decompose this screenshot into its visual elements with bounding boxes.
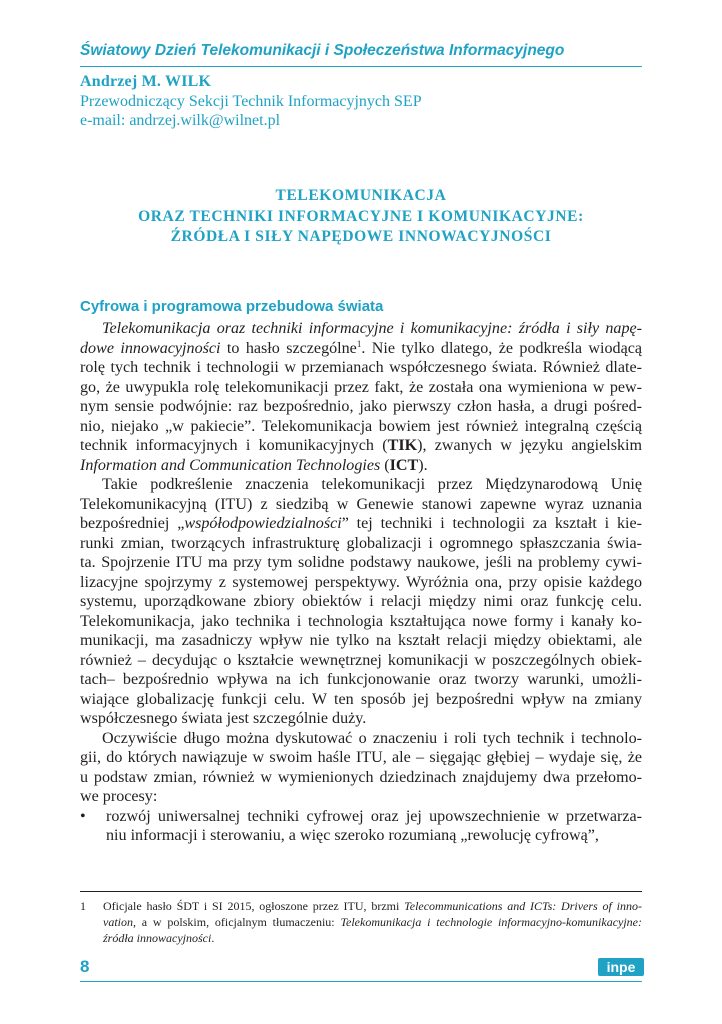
text-span: ), zwanych w języku angielskim bbox=[417, 437, 642, 454]
running-header: Światowy Dzień Telekomunikacji i Społeczeństwa Informacyjnego bbox=[80, 42, 565, 59]
paragraph-2-line: tach– bezpośrednio wpływa na ich funkcjonowanie oraz tworzy warunki, umożli- bbox=[80, 671, 642, 688]
title-line-3: ŹRÓDŁA I SIŁY NAPĘDOWE INNOWACYJNOŚCI bbox=[170, 228, 552, 245]
text-span: Telecommunications and ICTs: Drivers of inno- bbox=[404, 899, 642, 913]
text-span: technik informacyjnych i komunikacyjnych ( bbox=[80, 437, 388, 454]
author-block bbox=[80, 72, 640, 131]
footnote bbox=[80, 898, 642, 946]
paragraph-2-line: również – decydując o kształcie wewnętrznej komunikacji w poszczególnych obiek- bbox=[80, 651, 642, 669]
footnote-number: 1 bbox=[80, 899, 86, 913]
bullet-item bbox=[80, 807, 642, 827]
paragraph-2-line: systemu, uporządkowane zbiory obiektów i relacji między nimi oraz funkcję celu. bbox=[80, 593, 642, 610]
paragraph-2-line: lizacyjne spojrzymy z systemowej perspektywy. Wyróżnia ona, przy opisie każdego bbox=[80, 573, 642, 591]
text-span: ( bbox=[380, 456, 390, 474]
text-span: współodpowiedzialności bbox=[184, 515, 342, 532]
text-span: Telekomunikacja oraz techniki informacyjne i komunikacyjne: źródła i siły napę- bbox=[102, 320, 642, 337]
text-span: Information and Communication Technologies bbox=[80, 456, 381, 474]
page-number: 8 bbox=[80, 957, 90, 976]
paragraph-1-line bbox=[80, 436, 642, 456]
footnote-line bbox=[103, 930, 642, 946]
text-span: ). bbox=[418, 456, 428, 474]
footnote-ref[interactable]: 1 bbox=[356, 338, 362, 349]
footer-divider bbox=[80, 981, 642, 982]
footnote-line bbox=[103, 914, 642, 930]
title-line-1: TELEKOMUNIKACJA bbox=[275, 187, 447, 204]
paragraph-2-line: wiające globalizację funkcji celu. W ten sposób jej bezpośredni wpływ na zmiany bbox=[80, 690, 642, 708]
footnote-divider bbox=[80, 891, 642, 892]
header-divider bbox=[80, 66, 642, 67]
paragraph-2-line: runki zmian, tworzących infrastrukturę globalizacji i ogromnego spłaszczania świa- bbox=[80, 534, 642, 552]
paragraph-1-line bbox=[80, 319, 642, 339]
paragraph-2-line: Takie podkreślenie znaczenia telekomunikacji przez Międzynarodową Unię bbox=[102, 476, 642, 493]
paragraph-1-line: nio, niejako „w pakiecie”. Telekomunikacja bowiem jest również integralną częścią bbox=[80, 417, 642, 435]
abbr-ict: ICT bbox=[389, 456, 419, 474]
author-name: Andrzej M. WILK bbox=[80, 73, 212, 90]
author-role: Przewodniczący Sekcji Technik Informacyjnych SEP bbox=[80, 92, 422, 110]
text-span: dowe innowacyjności bbox=[80, 339, 221, 357]
text-span: źródła innowacyjności bbox=[103, 931, 212, 945]
text-span: . Nie tylko dlatego, że podkreśla wiodącą bbox=[361, 339, 642, 357]
footnote-body bbox=[103, 898, 642, 946]
paragraph-3-line: Oczywiście długo można dyskutować o znaczeniu i roli tych technik i technolo- bbox=[102, 729, 642, 747]
paragraph-1-line: go, że uwypukla rolę telekomunikacji przez fakt, że została ona wymieniona w pew- bbox=[80, 378, 642, 396]
bullet-item: niu informacji i sterowaniu, a więc szeroko rozumianą „rewolucję cyfrową”, bbox=[106, 827, 599, 844]
text-span: , a w polskim, oficjalnym tłumaczeniu: bbox=[133, 915, 341, 929]
paragraph-2-line: Telekomunikacja, jako technika i technologia kształtująca nowe formy i kanały ko- bbox=[80, 612, 642, 630]
text-span: bezpośredniej „ bbox=[80, 515, 185, 532]
paragraph-2-line: ta. Spojrzenie ITU ma przy tym solidne podstawy naukowe, jeśli na problemy cywi- bbox=[80, 554, 642, 571]
text-span: ” tej techniki i technologii za kształt i kie- bbox=[341, 515, 642, 532]
article-title bbox=[80, 186, 642, 248]
text-span: rozwój uniwersalnej techniki cyfrowej oraz jej upowszechnienie w przetwarza- bbox=[106, 807, 642, 825]
title-line-2: ORAZ TECHNIKI INFORMACYJNE I KOMUNIKACYJNE: bbox=[138, 207, 584, 225]
paragraph-1-line bbox=[80, 339, 642, 359]
body-text bbox=[80, 319, 642, 846]
paragraph-2-line bbox=[80, 514, 642, 534]
paragraph-1-line bbox=[80, 456, 642, 476]
paragraph-2-line: munikacji, ma zasadniczy wpływ nie tylko na kształt relacji między obiektami, ale bbox=[80, 632, 642, 649]
paragraph-1-line: rolę tych technik i technologii w przemianach współczesnego świata. Również dlate- bbox=[80, 359, 642, 376]
paragraph-2-line: współczesnego świata jest szczególnie duży. bbox=[80, 710, 367, 727]
section-heading: Cyfrowa i programowa przebudowa świata bbox=[80, 298, 384, 315]
author-email: e-mail: andrzej.wilk@wilnet.pl bbox=[80, 112, 281, 129]
bullet-icon: • bbox=[80, 807, 86, 825]
text-span: to hasło szczególne bbox=[220, 339, 357, 357]
text-span: vation bbox=[103, 915, 133, 929]
footnote-line bbox=[103, 898, 642, 914]
paragraph-3-line: u podstaw zmian, również w wymienionych dziedzinach znajdujemy dwa przełomo- bbox=[80, 768, 642, 786]
publisher-logo-text: inpe bbox=[606, 959, 636, 975]
text-span: . bbox=[211, 931, 215, 945]
text-span: Telekomunikacja i technologie informacyjno-komunikacyjne: bbox=[340, 915, 642, 929]
paragraph-3-line: we procesy: bbox=[80, 788, 158, 805]
abbr-tik: TIK bbox=[387, 437, 418, 454]
publisher-logo-icon bbox=[598, 954, 644, 980]
paragraph-1-line: nym sensie podwójnie: raz bezpośrednio, jako pierwszy człon hasła, a drugi pośred- bbox=[80, 398, 642, 415]
paragraph-2-line: Telekomunikacyjną (ITU) z siedzibą w Genewie stanowi zapewne wyraz uznania bbox=[80, 495, 642, 513]
paragraph-3-line: gii, do których nawiązuje w swoim haśle ITU, ale – sięgając głębiej – wydaje się, że bbox=[80, 749, 642, 766]
text-span: Oficjale hasło ŚDT i SI 2015, ogłoszone przez ITU, brzmi bbox=[103, 899, 405, 913]
